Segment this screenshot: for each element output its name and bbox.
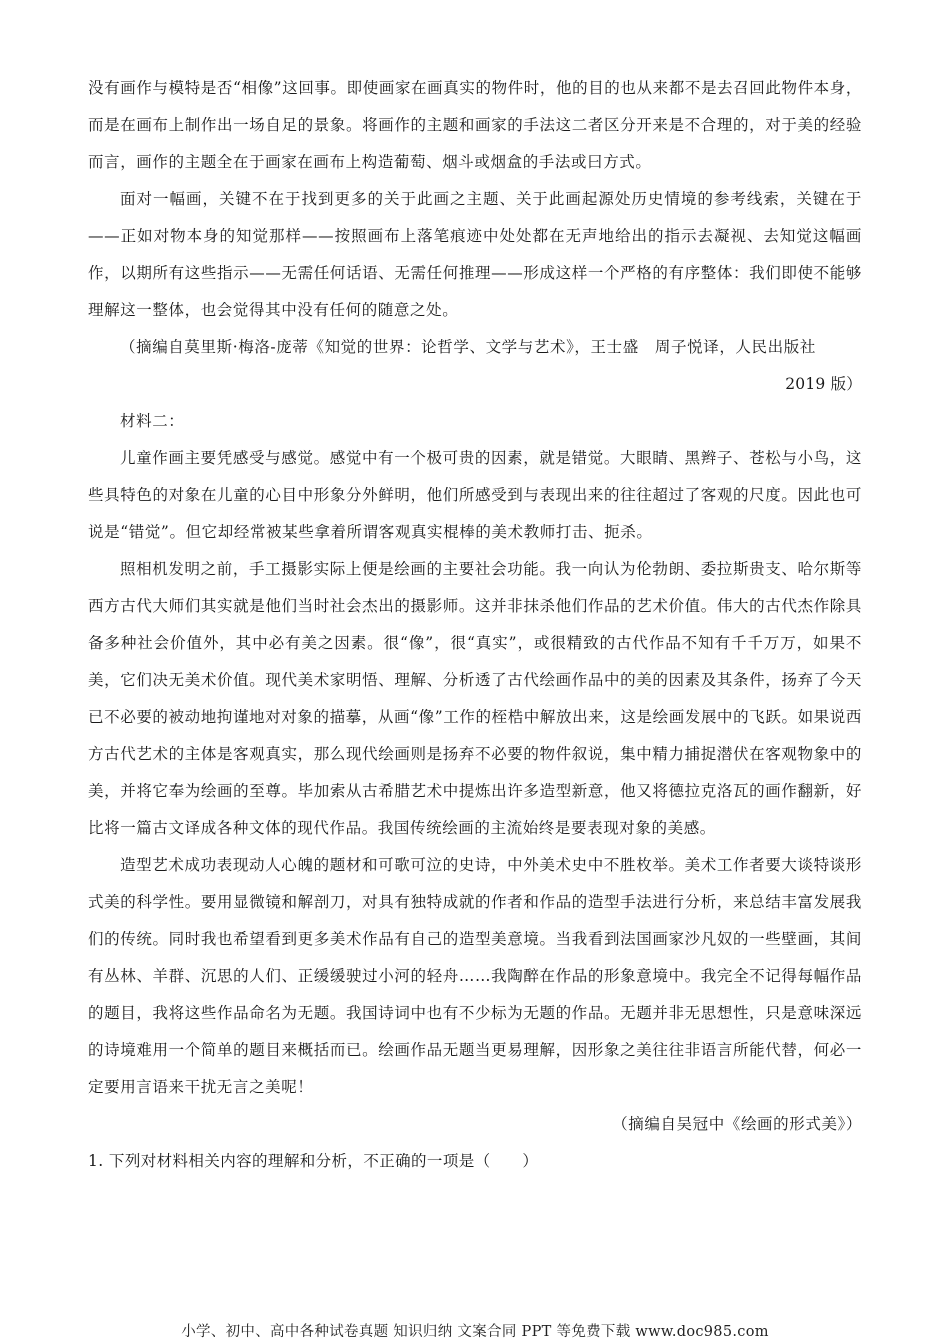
material2-paragraph-3: 造型艺术成功表现动人心魄的题材和可歌可泣的史诗，中外美术史中不胜枚举。美术工作者要大谈特谈形式美的科学性。要用显微镜和解剖刀，对具有独特成就的作者和作品的造型手法进行分析，来总结丰富发展我们的传统。同时我也希望看到更多美术作品有自己的造型美意境。当我看到法国画家沙凡奴的一些壁画，其间有丛林、羊群、沉思的人们、正缓缓驶过小河的轻舟……我陶醉在作品的形象意境中。我完全不记得每幅作品的题目，我将这些作品命名为无题。我国诗词中也有不少标为无题的作品。无题并非无思想性，只是意味深远的诗境难用一个简单的题目来概括而已。绘画作品无题当更易理解，因形象之美往往非语言所能代替，何必一定要用言语来干扰无言之美呢！	[88, 856, 862, 1096]
material1-paragraph-1: 没有画作与模特是否“相像”这回事。即使画家在画真实的物件时，他的目的也从来都不是去召回此物件本身，而是在画布上制作出一场自足的景象。将画作的主题和画家的手法这二者区分开来是不合理的，对于美的经验而言，画作的主题全在于画家在画布上构造葡萄、烟斗或烟盒的手法或曰方式。	[88, 79, 862, 171]
material2-heading: 材料二：	[120, 412, 185, 430]
material1-citation-line1: （摘编自莫里斯·梅洛-庞蒂《知觉的世界：论哲学、文学与艺术》，王士盛 周子悦译，人民出版社	[120, 338, 816, 356]
material2-paragraph-2: 照相机发明之前，手工摄影实际上便是绘画的主要社会功能。我一向认为伦勃朗、委拉斯贵支、哈尔斯等西方古代大师们其实就是他们当时社会杰出的摄影师。这并非抹杀他们作品的艺术价值。伟大的古代杰作除具备多种社会价值外，其中必有美之因素。很“像”，很“真实”，或很精致的古代作品不知有千千万万，如果不美，它们决无美术价值。现代美术家明悟、理解、分析透了古代绘画作品中的美的因素及其条件，扬弃了今天已不必要的被动地拘谨地对对象的描摹，从画“像”工作的桎梏中解放出来，这是绘画发展中的飞跃。如果说西方古代艺术的主体是客观真实，那么现代绘画则是扬弃不必要的物件叙说，集中精力捕捉潜伏在客观物象中的美，并将它奉为绘画的至尊。毕加索从古希腊艺术中提炼出许多造型新意，他又将德拉克洛瓦的画作翻新，好比将一篇古文译成各种文体的现代作品。我国传统绘画的主流始终是要表现对象的美感。	[88, 560, 862, 837]
document-body	[88, 70, 862, 1180]
material2-citation: （摘编自吴冠中《绘画的形式美》）	[612, 1115, 862, 1133]
material1-paragraph-2: 面对一幅画，关键不在于找到更多的关于此画之主题、关于此画起源处历史情境的参考线索，关键在于——正如对物本身的知觉那样——按照画布上落笔痕迹中处处都在无声地给出的指示去凝视、去知觉这幅画作，以期所有这些指示——无需任何话语、无需任何推理——形成这样一个严格的有序整体：我们即使不能够理解这一整体，也会觉得其中没有任何的随意之处。	[88, 190, 862, 319]
material1-citation-line2: 2019 版）	[785, 375, 862, 393]
question-1: 1. 下列对材料相关内容的理解和分析，不正确的一项是（ ）	[88, 1152, 539, 1170]
material2-paragraph-1: 儿童作画主要凭感受与感觉。感觉中有一个极可贵的因素，就是错觉。大眼睛、黑辫子、苍松与小鸟，这些具特色的对象在儿童的心目中形象分外鲜明，他们所感受到与表现出来的往往超过了客观的尺度。因此也可说是“错觉”。但它却经常被某些拿着所谓客观真实棍棒的美术教师打击、扼杀。	[88, 449, 862, 541]
page-footer: 小学、初中、高中各种试卷真题 知识归纳 文案合同 PPT 等免费下载 www.doc985.com	[181, 1324, 769, 1340]
